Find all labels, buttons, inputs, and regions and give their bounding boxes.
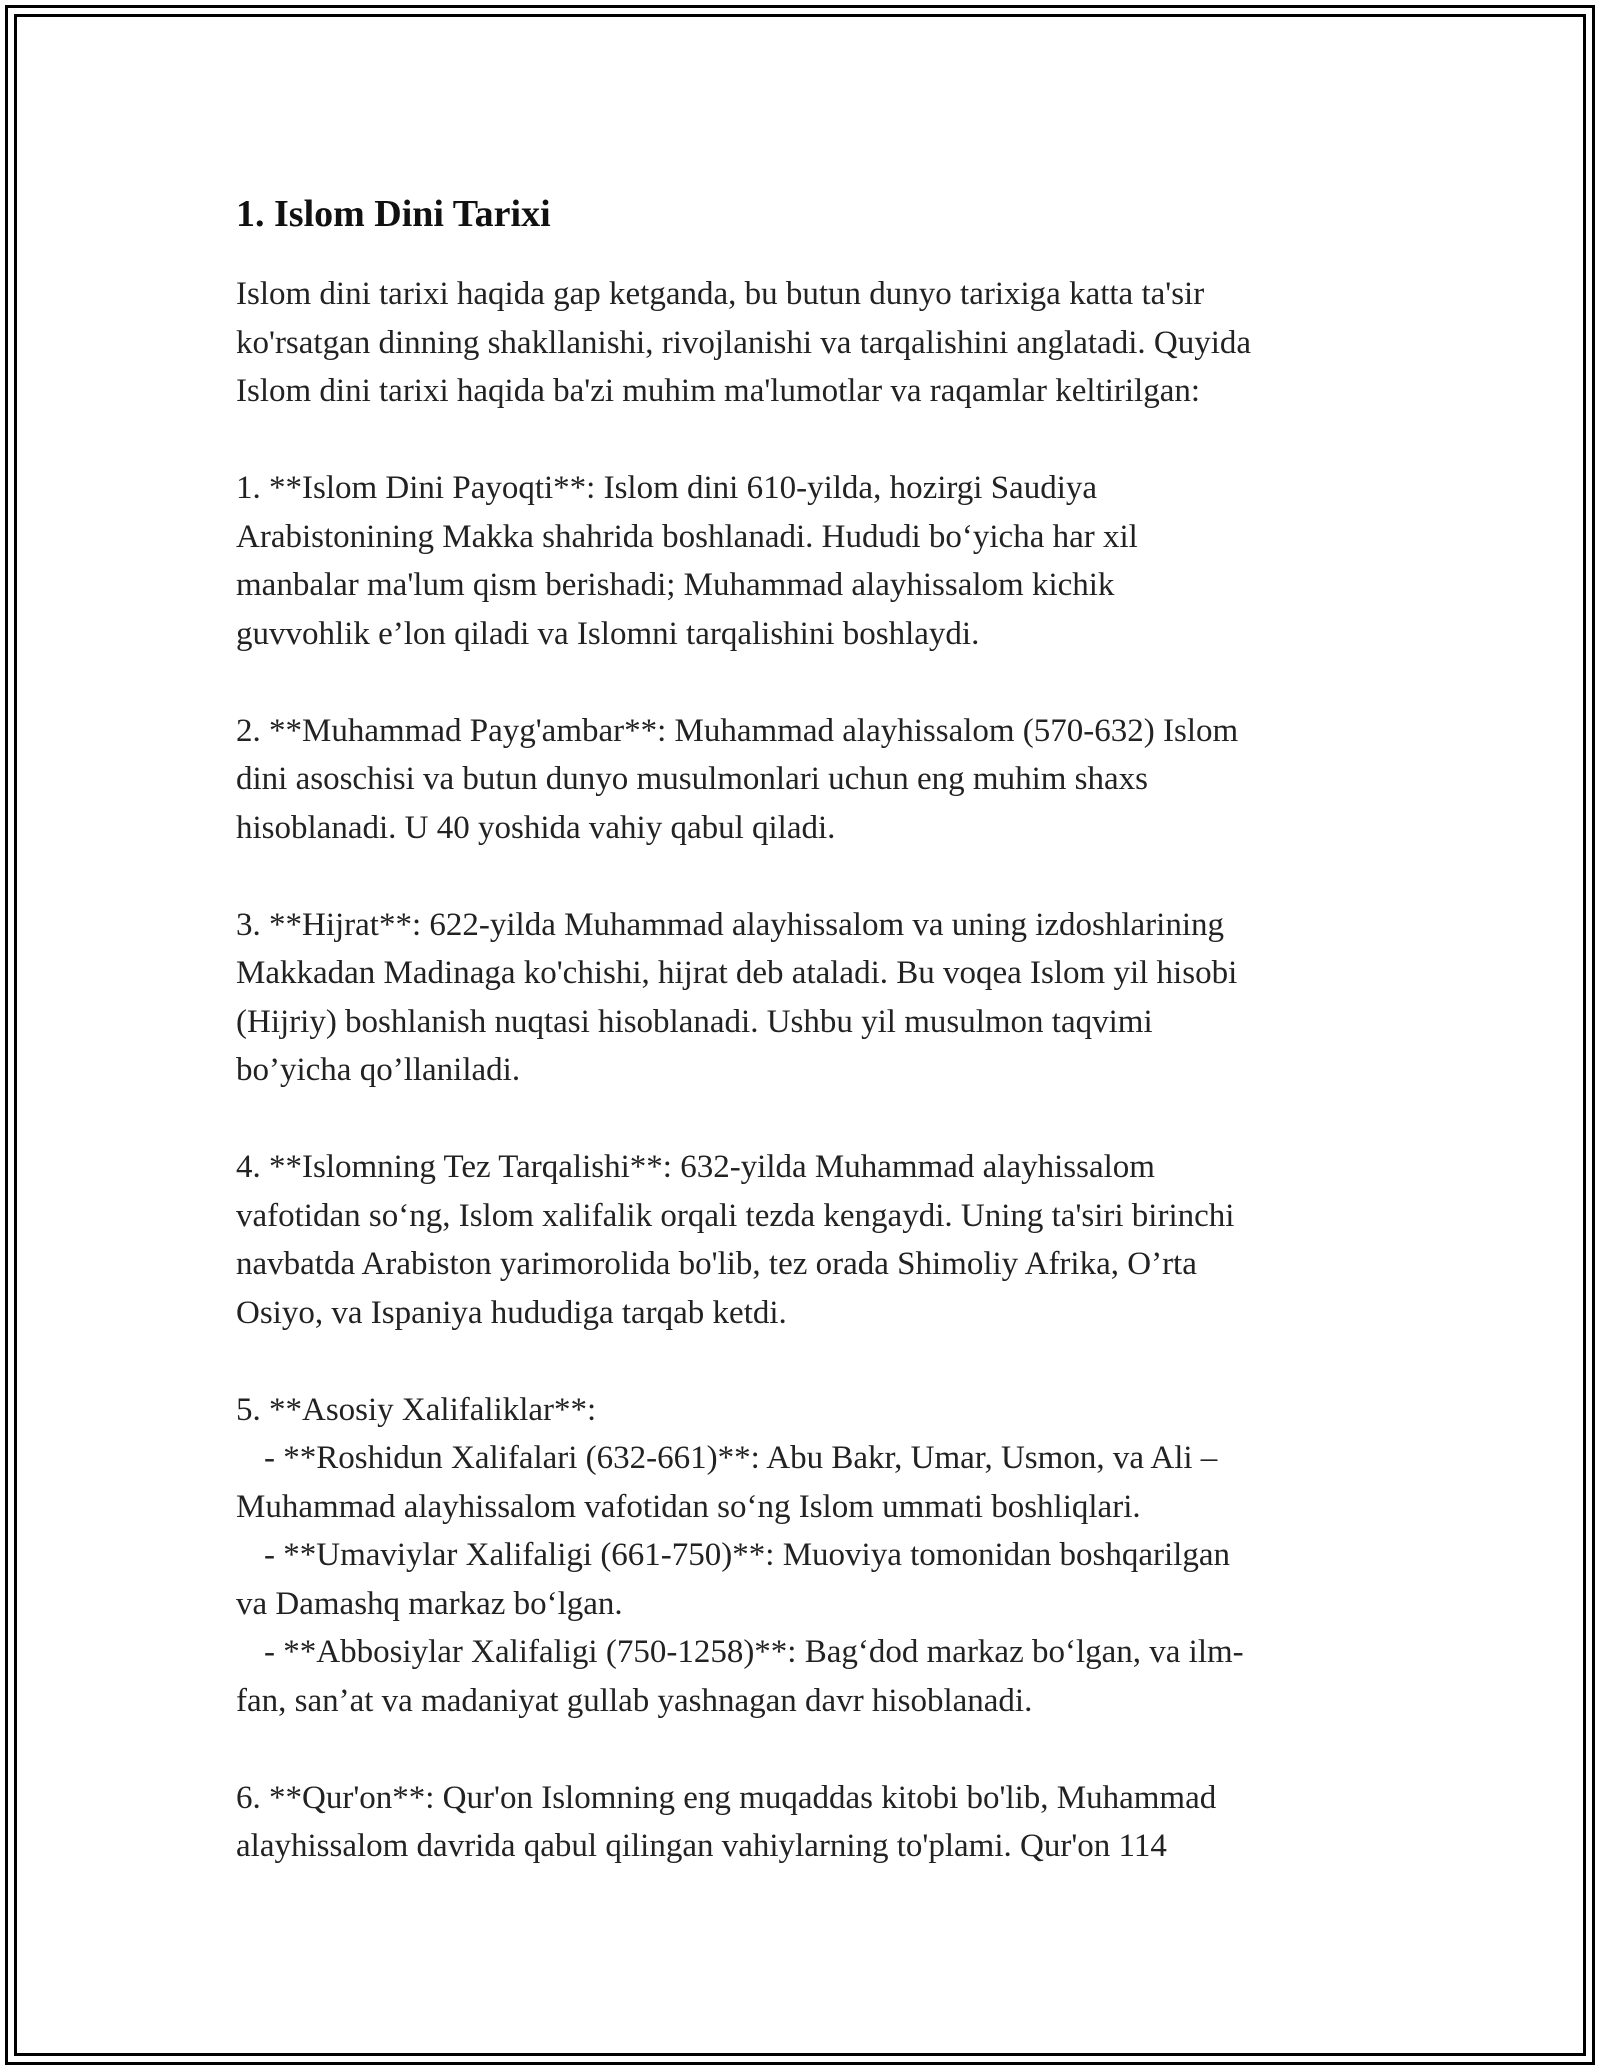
text-line: 4. **Islomning Tez Tarqalishi**: 632-yilda Muhammad alayhissalom bbox=[236, 1149, 1155, 1185]
text-line: 3. **Hijrat**: 622-yilda Muhammad alayhissalom va uning izdoshlarining bbox=[236, 906, 1225, 943]
text-line: (Hijriy) boshlanish nuqtasi hisoblanadi. Ushbu yil musulmon taqvimi bbox=[236, 1003, 1153, 1040]
text-line: Arabistonining Makka shahrida boshlanadi. Hududi bo‘yicha har xil bbox=[236, 518, 1138, 555]
intro-paragraph bbox=[236, 270, 1376, 416]
text-line: manbalar ma'lum qism berishadi; Muhammad alayhissalom kichik bbox=[236, 567, 1115, 603]
section-4-paragraph bbox=[236, 1143, 1376, 1337]
list-item-continuation: fan, san’at va madaniyat gullab yashnagan davr hisoblanadi. bbox=[236, 1682, 1033, 1719]
list-item-first-line: - **Roshidun Xalifalari (632-661)**: Abu Bakr, Umar, Usmon, va Ali – bbox=[264, 1440, 1218, 1476]
text-line: ko'rsatgan dinning shakllanishi, rivojlanishi va tarqalishini anglatadi. Quyida bbox=[236, 324, 1252, 361]
document-page bbox=[236, 188, 1376, 1871]
text-line: hisoblanadi. U 40 yoshida vahiy qabul qiladi. bbox=[236, 809, 836, 846]
text-line: 2. **Muhammad Payg'ambar**: Muhammad alayhissalom (570-632) Islom bbox=[236, 712, 1239, 749]
section-2-paragraph bbox=[236, 707, 1376, 853]
text-line: Islom dini tarixi haqida ba'zi muhim ma'lumotlar va raqamlar keltirilgan: bbox=[236, 373, 1201, 409]
text-line: alayhissalom davrida qabul qilingan vahiylarning to'plami. Qur'on 114 bbox=[236, 1828, 1167, 1864]
list-item-continuation: va Damashq markaz bo‘lgan. bbox=[236, 1585, 623, 1622]
document-title: 1. Islom Dini Tarixi bbox=[236, 193, 551, 235]
list-item-first-line: - **Abbosiylar Xalifaligi (750-1258)**: Bag‘dod markaz bo‘lgan, va ilm- bbox=[264, 1634, 1244, 1670]
list-item-first-line: - **Umaviylar Xalifaligi (661-750)**: Muoviya tomonidan boshqarilgan bbox=[264, 1537, 1230, 1573]
section-heading: 5. **Asosiy Xalifaliklar**: bbox=[236, 1391, 597, 1428]
text-line: 6. **Qur'on**: Qur'on Islomning eng muqaddas kitobi bo'lib, Muhammad bbox=[236, 1779, 1217, 1816]
list-item-continuation: Muhammad alayhissalom vafotidan so‘ng Islom ummati boshliqlari. bbox=[236, 1488, 1141, 1525]
section-3-paragraph bbox=[236, 901, 1376, 1095]
text-line: dini asoschisi va butun dunyo musulmonlari uchun eng muhim shaxs bbox=[236, 761, 1149, 797]
text-line: bo’yicha qo’llaniladi. bbox=[236, 1052, 521, 1088]
section-1-paragraph bbox=[236, 464, 1376, 658]
text-line: Islom dini tarixi haqida gap ketganda, bu butun dunyo tarixiga katta ta'sir bbox=[236, 276, 1205, 312]
section-6-paragraph bbox=[236, 1774, 1376, 1871]
text-line: guvvohlik e’lon qiladi va Islomni tarqalishini boshlaydi. bbox=[236, 615, 980, 652]
section-5-paragraph bbox=[236, 1386, 1376, 1726]
text-line: Makkadan Madinaga ko'chishi, hijrat deb ataladi. Bu voqea Islom yil hisobi bbox=[236, 955, 1238, 991]
text-line: vafotidan so‘ng, Islom xalifalik orqali tezda kengaydi. Uning ta'siri birinchi bbox=[236, 1197, 1235, 1234]
text-line: Osiyo, va Ispaniya hududiga tarqab ketdi. bbox=[236, 1294, 787, 1331]
text-line: 1. **Islom Dini Payoqti**: Islom dini 610-yilda, hozirgi Saudiya bbox=[236, 470, 1098, 506]
text-line: navbatda Arabiston yarimorolida bo'lib, tez orada Shimoliy Afrika, O’rta bbox=[236, 1246, 1197, 1282]
